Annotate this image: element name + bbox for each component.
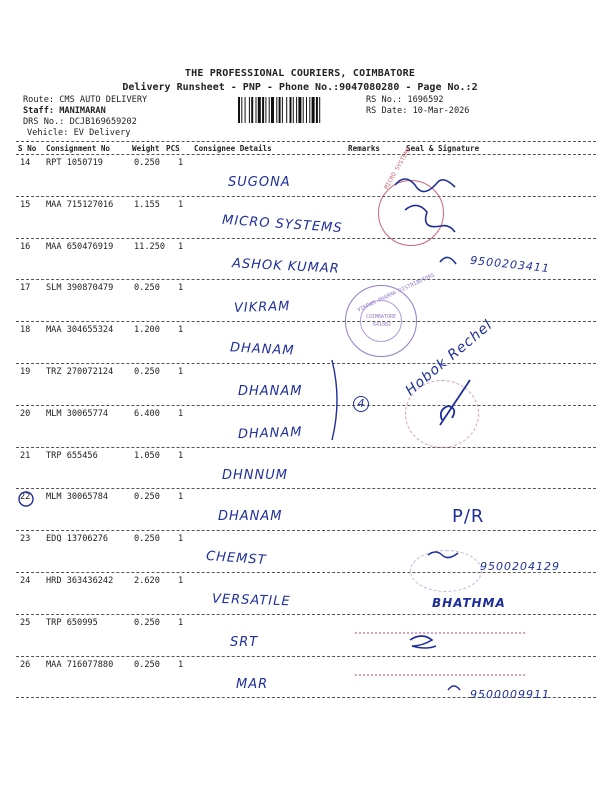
- rs-date: RS Date: 10-Mar-2026: [366, 106, 470, 116]
- row-sno: 21: [20, 450, 31, 461]
- handwritten-phone: 9500009911: [470, 688, 550, 701]
- row-consignment: MAA 304655324: [46, 325, 114, 336]
- row-weight: 1.155: [134, 199, 160, 210]
- row-weight: 1.050: [134, 450, 160, 461]
- row-pcs: 1: [178, 241, 184, 252]
- row-consignment: MLM 30065774: [46, 408, 109, 419]
- row-pcs: 1: [178, 492, 184, 503]
- row-consignee-handwritten: DHANAM: [238, 384, 303, 399]
- company-title: THE PROFESSIONAL COURIERS, COIMBATORE: [184, 68, 416, 79]
- col-remarks: Remarks: [348, 144, 381, 153]
- row-sno: 22: [20, 492, 31, 503]
- row-consignment: TRP 650995: [46, 617, 98, 628]
- row-sno: 14: [20, 158, 31, 168]
- row-sno: 18: [20, 325, 31, 336]
- row-pcs: 1: [178, 367, 184, 377]
- row-weight: 0.250: [134, 659, 160, 670]
- row-weight: 11.250: [134, 241, 166, 252]
- row-consignee-handwritten: VERSATILE: [211, 591, 291, 610]
- row-consignee-handwritten: DHANAM: [218, 509, 283, 525]
- row-pcs: 1: [178, 325, 184, 336]
- row-weight: 0.250: [134, 367, 160, 377]
- row-pcs: 1: [178, 199, 184, 210]
- row-consignee-handwritten: VIKRAM: [233, 299, 291, 317]
- col-consignee: Consignee Details: [194, 144, 272, 153]
- row-pcs: 1: [178, 534, 184, 545]
- rs-number: RS No.: 1696592: [366, 95, 444, 105]
- row-pcs: 1: [178, 158, 184, 168]
- col-seal: Seal & Signature: [406, 144, 480, 153]
- route-label: Route: CMS AUTO DELIVERY: [23, 95, 148, 105]
- handwritten-note: Hobok Rechel: [402, 316, 496, 400]
- row-pcs: 1: [178, 283, 184, 294]
- row-weight: 6.400: [134, 408, 160, 419]
- row-sno: 20: [20, 408, 31, 419]
- row-sno: 17: [20, 283, 31, 294]
- row-consignment: MAA 716077880: [46, 659, 114, 670]
- row-weight: 0.250: [134, 492, 160, 503]
- row-consignee-handwritten: DHANAM: [237, 424, 303, 442]
- row-sno: 16: [20, 241, 31, 252]
- row-weight: 0.250: [134, 617, 160, 628]
- handwritten-phone: 9500203411: [469, 253, 551, 276]
- vehicle-label: Vehicle: EV Delivery: [27, 128, 131, 138]
- row-consignee-handwritten: DHANAM: [229, 340, 295, 359]
- row-sno: 19: [20, 367, 31, 377]
- row-pcs: 1: [178, 659, 184, 670]
- row-weight: 0.250: [134, 158, 160, 168]
- row-weight: 1.200: [134, 325, 160, 336]
- row-weight: 0.250: [134, 534, 160, 545]
- row-sno: 15: [20, 199, 31, 210]
- row-consignment: EDQ 13706276: [46, 534, 109, 545]
- stamp-text: MICRO SYSTEMS: [383, 146, 413, 191]
- row-sno: 24: [20, 576, 31, 586]
- handwritten-signature: BHATHMA: [432, 596, 506, 610]
- row-consignment: HRD 363436242: [46, 576, 114, 586]
- row-consignee-handwritten: SUGONA: [228, 175, 291, 190]
- row-pcs: 1: [178, 576, 184, 586]
- row-pcs: 1: [178, 617, 184, 628]
- col-pcs: PCS: [166, 144, 180, 153]
- row-consignment: TRP 655456: [46, 450, 98, 461]
- stamp-text: VIKRAM PHARMA DISTRIBUTORS: [356, 272, 436, 314]
- row-sno: 23: [20, 534, 31, 545]
- row-consignment: RPT 1050719: [46, 158, 103, 168]
- row-consignment: MAA 650476919: [46, 241, 114, 252]
- row-consignee-handwritten: CHEMST: [205, 549, 267, 569]
- row-weight: 2.620: [134, 576, 160, 586]
- row-pcs: 1: [178, 408, 184, 419]
- staff-label: Staff: MANIMARAN: [23, 106, 106, 116]
- drs-number: DRS No.: DCJB169659202: [23, 117, 137, 127]
- row-consignment: TRZ 270072124: [46, 367, 114, 377]
- row-sno: 25: [20, 617, 31, 628]
- row-consignee-handwritten: MAR: [236, 676, 269, 692]
- row-sno: 26: [20, 659, 31, 670]
- count-circle: 4: [353, 396, 369, 412]
- stamp-text: 641002: [373, 322, 392, 328]
- col-weight: Weight: [132, 144, 160, 153]
- row-consignee-handwritten: SRT: [230, 634, 259, 650]
- runsheet-subtitle: Delivery Runsheet - PNP - Phone No.:9047080280 - Page No.:2: [122, 82, 478, 93]
- row-consignee-handwritten: DHNNUM: [222, 467, 288, 483]
- handwritten-remark: P/R: [452, 506, 485, 527]
- row-consignee-handwritten: MICRO SYSTEMS: [221, 212, 343, 236]
- col-consignment: Consignment No: [46, 144, 111, 153]
- row-consignment: SLM 390870479: [46, 283, 114, 294]
- row-consignee-handwritten: ASHOK KUMAR: [231, 255, 341, 277]
- row-consignment: MLM 30065784: [46, 492, 109, 503]
- stamp-text: COIMBATORE: [366, 314, 397, 320]
- row-consignment: MAA 715127016: [46, 199, 114, 210]
- handwritten-phone: 9500204129: [480, 560, 560, 573]
- row-pcs: 1: [178, 450, 184, 461]
- col-sno: S No: [18, 144, 37, 153]
- row-weight: 0.250: [134, 283, 160, 294]
